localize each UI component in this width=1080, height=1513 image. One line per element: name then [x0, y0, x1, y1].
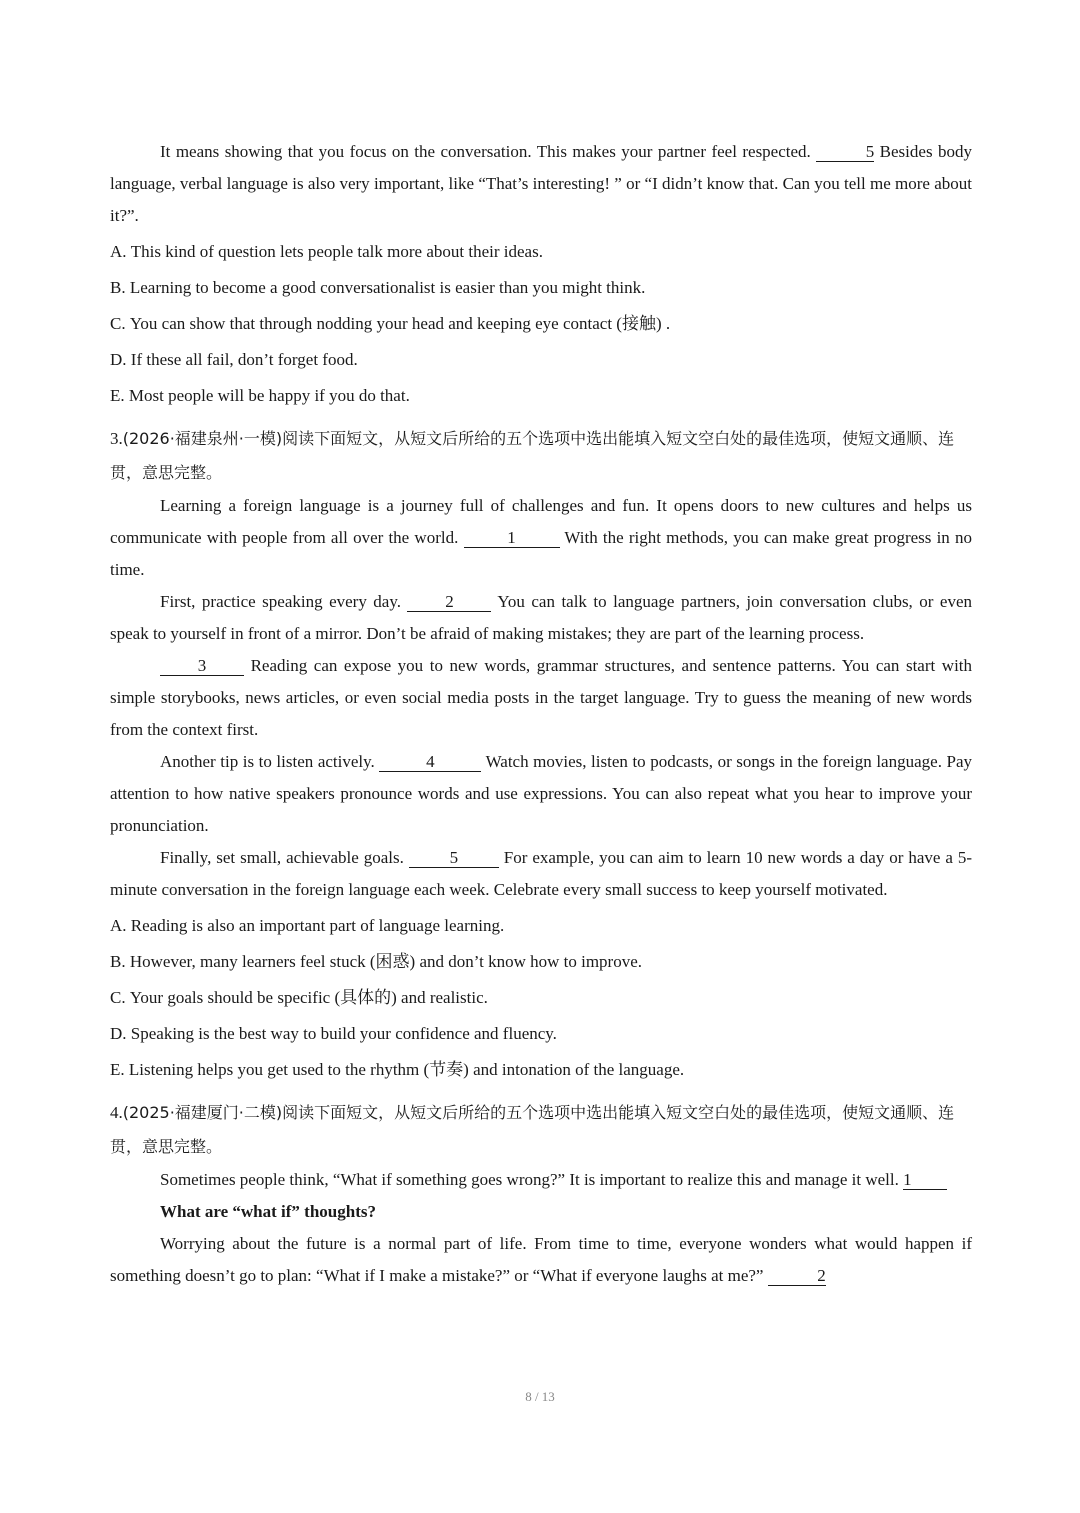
q3-blank-1: 1: [464, 529, 560, 548]
q4-paragraph-1: Sometimes people think, “What if something goes wrong?” It is important to realize this and manage it well. 1: [110, 1164, 972, 1196]
q3-blank-2: 2: [407, 593, 491, 612]
q3-option-e: E. Listening helps you get used to the rhythm (节奏) and intonation of the language.: [110, 1060, 685, 1079]
prev-option-b: B. Learning to become a good conversationalist is easier than you might think.: [110, 278, 646, 297]
q3-option-d: D. Speaking is the best way to build your confidence and fluency.: [110, 1024, 557, 1043]
q4-header: [110, 1096, 972, 1164]
q3-option-c: C. Your goals should be specific (具体的) and realistic.: [110, 988, 488, 1007]
q3-blank-4: 4: [379, 753, 481, 772]
q3-option-b: B. However, many learners feel stuck (困惑) and don’t know how to improve.: [110, 952, 643, 971]
q4-instruction: 阅读下面短文，从短文后所给的五个选项中选出能填入短文空白处的最佳选项，使短文通顺、连贯，意思完整。: [110, 1103, 955, 1156]
q3-number: 3.: [110, 429, 123, 448]
q3-option-a: A. Reading is also an important part of language learning.: [110, 916, 505, 935]
q3-paragraph-3: 3 Reading can expose you to new words, grammar structures, and sentence patterns. You can start with simple storybooks, news articles, or even social media posts in the target language. Try to guess the meaning of new words from the context first.: [110, 656, 973, 739]
q3-instruction: 阅读下面短文，从短文后所给的五个选项中选出能填入短文空白处的最佳选项，使短文通顺、连贯，意思完整。: [110, 429, 955, 482]
prev-option-e: E. Most people will be happy if you do that.: [110, 386, 410, 405]
prev-option-a: A. This kind of question lets people talk more about their ideas.: [110, 242, 543, 261]
prev-option-d: D. If these all fail, don’t forget food.: [110, 350, 358, 369]
q4-subheading: What are “what if” thoughts?: [160, 1202, 376, 1221]
q4-source: (2025·福建厦门·二模): [122, 1103, 283, 1122]
q3-paragraph-5: Finally, set small, achievable goals. 5 For example, you can aim to learn 10 new words a day or have a 5-minute conversation in the foreign language each week. Celebrate every small success to keep yourself motivated.: [110, 848, 973, 899]
q3-source: (2026·福建泉州·一模): [122, 429, 283, 448]
q4-blank-1: 1: [903, 1171, 947, 1190]
q3-paragraph-1: Learning a foreign language is a journey full of challenges and fun. It opens doors to new cultures and helps us communicate with people from all over the world. 1 With the right methods, you can make great progress in no time.: [110, 496, 972, 579]
q3-paragraph-2: First, practice speaking every day. 2 You can talk to language partners, join conversation clubs, or even speak to yourself in front of a mirror. Don’t be afraid of making mistakes; they are part of the learning process.: [110, 592, 973, 643]
prev-option-c: C. You can show that through nodding your head and keeping eye contact (接触) .: [110, 314, 671, 333]
page-number: 8 / 13: [525, 1389, 555, 1404]
q3-blank-5: 5: [409, 849, 499, 868]
q4-blank-2: 2: [768, 1267, 826, 1286]
q4-number: 4.: [110, 1103, 123, 1122]
prev-para-text-1: It means showing that you focus on the conversation. This makes your partner feel respected.: [160, 142, 811, 161]
prev-paragraph: [110, 136, 972, 232]
q3-header: [110, 422, 972, 490]
q3-paragraph-4: Another tip is to listen actively. 4 Watch movies, listen to podcasts, or songs in the foreign language. Pay attention to how native speakers pronounce words and use expressions. You can also repeat what you hear to improve your pronunciation.: [110, 752, 972, 835]
q3-blank-3: 3: [160, 657, 244, 676]
blank-5: 5: [816, 143, 874, 162]
q4-paragraph-2: Worrying about the future is a normal part of life. From time to time, everyone wonders what would happen if something doesn’t go to plan: “What if I make a mistake?” or “What if everyone laughs at me?” 2: [110, 1234, 972, 1285]
document-page: [110, 136, 972, 1292]
prev-para-text-2: Besides body language, verbal language is also very important, like “That’s interesting! ” or “I didn’t know that. Can you tell me more about it?”.: [110, 142, 972, 225]
